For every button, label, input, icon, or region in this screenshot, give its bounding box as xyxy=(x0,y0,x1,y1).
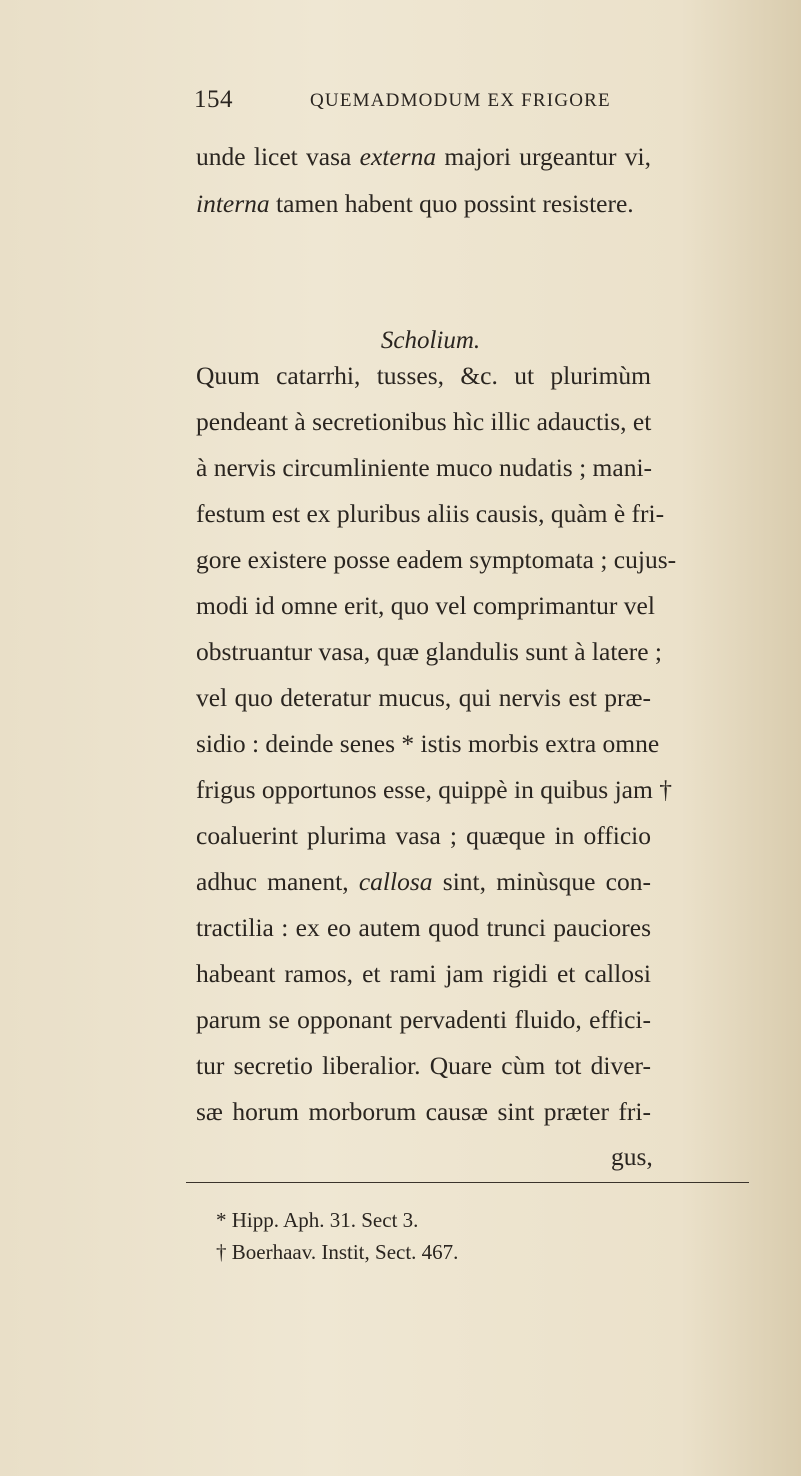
paragraph-line: tractilia : ex eo autem quod trunci pauciores xyxy=(196,913,651,942)
paragraph-line: pendeant à secretionibus hìc illic adauctis, et xyxy=(196,407,652,436)
page-header xyxy=(194,86,664,120)
paragraph-line: sidio : deinde senes * istis morbis extra omne xyxy=(196,729,660,758)
paragraph-line: habeant ramos, et rami jam rigidi et callosi xyxy=(196,959,651,988)
paragraph-line: à nervis circumliniente muco nudatis ; mani- xyxy=(196,453,653,482)
catchword: gus, xyxy=(611,1142,653,1171)
paragraph-line: sæ horum morborum causæ sint præter fri- xyxy=(196,1097,651,1126)
paragraph-line: parum se opponant pervadenti fluido, effici- xyxy=(196,1005,651,1034)
paragraph-line: festum est ex pluribus aliis causis, quàm è fri- xyxy=(196,499,665,528)
paragraph-line: Quum catarrhi, tusses, &c. ut plurimùm xyxy=(196,361,651,390)
footnote-rule xyxy=(186,1182,749,1183)
text-line-2: interna tamen habent quo possint resistere. xyxy=(196,189,634,218)
text-line-1: unde licet vasa externa majori urgeantur vi, xyxy=(196,142,651,171)
paragraph-line: adhuc manent, callosa sint, minùsque con- xyxy=(196,867,651,896)
section-heading: Scholium. xyxy=(380,327,481,354)
paragraph-line: coaluerint plurima vasa ; quæque in officio xyxy=(196,821,651,850)
paragraph-line: frigus opportunos esse, quippè in quibus jam † xyxy=(196,775,672,804)
paragraph-line: obstruantur vasa, quæ glandulis sunt à latere ; xyxy=(196,637,662,666)
page-number: 154 xyxy=(194,86,233,113)
paragraph-line: vel quo deteratur mucus, qui nervis est præ- xyxy=(196,683,651,712)
paragraph-line: tur secretio liberalior. Quare cùm tot diver- xyxy=(196,1051,651,1080)
paragraph-line: modi id omne erit, quo vel comprimantur vel xyxy=(196,591,655,620)
paragraph-line: gore existere posse eadem symptomata ; cujus- xyxy=(196,545,677,574)
footnote-1: * Hipp. Aph. 31. Sect 3. xyxy=(216,1208,419,1232)
running-head: QUEMADMODUM EX FRIGORE xyxy=(310,90,611,111)
footnote-2: † Boerhaav. Instit, Sect. 467. xyxy=(216,1240,459,1264)
